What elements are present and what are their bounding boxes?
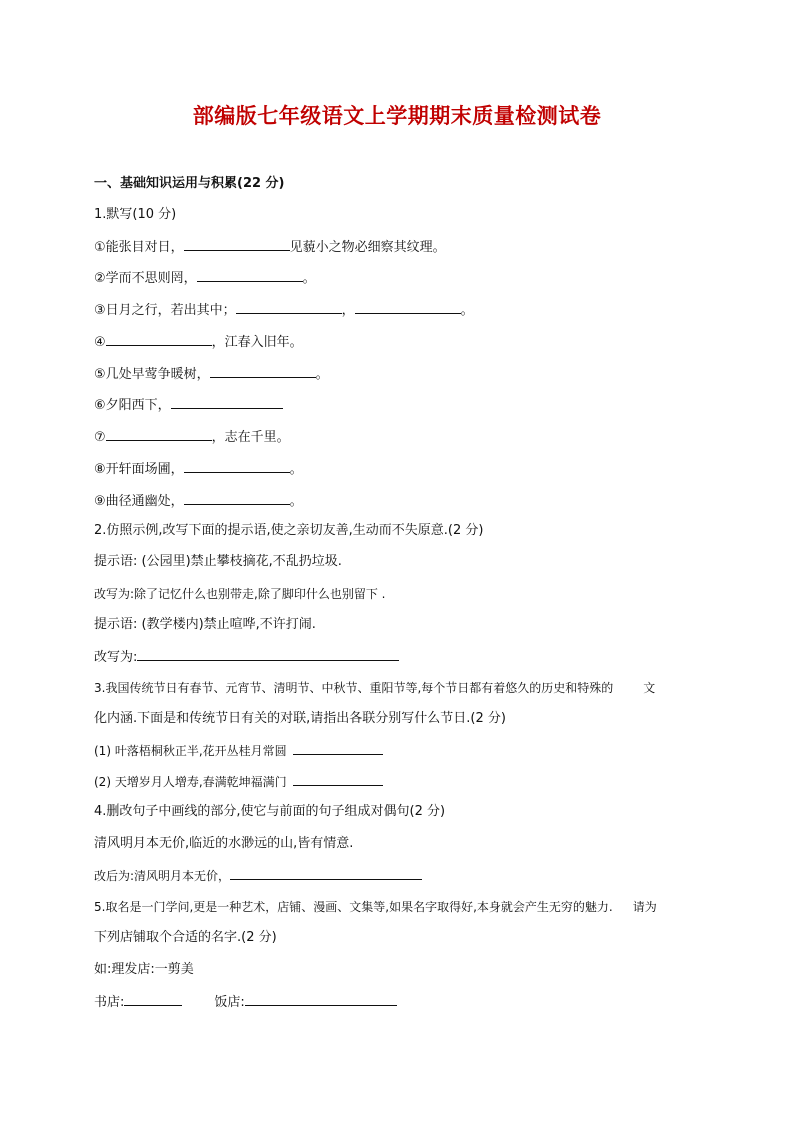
section-heading: 一、基础知识运用与积累(22 分) bbox=[94, 176, 285, 191]
q1-item-5 bbox=[94, 365, 329, 383]
q1-item-1 bbox=[94, 238, 446, 256]
q1-item-8 bbox=[94, 460, 303, 478]
q3-item-1 bbox=[94, 742, 383, 759]
restaurant-blank[interactable] bbox=[245, 993, 397, 1006]
question-4-label: 4.删改句子中画线的部分,使它与前面的句子组成对偶句(2 分) bbox=[94, 804, 446, 819]
q1-item-2-text: ②学而不思则罔， bbox=[94, 271, 197, 286]
q1-item-4-text-end: ，江春入旧年。 bbox=[211, 335, 303, 350]
q1-item-7 bbox=[94, 428, 290, 446]
question-1-label: 1.默写(10 分) bbox=[94, 207, 177, 222]
question-5-line2: 下列店铺取个合适的名字.(2 分) bbox=[94, 930, 277, 945]
q2-rewrite-label: 改写为: bbox=[94, 650, 138, 665]
answer-blank[interactable] bbox=[106, 333, 212, 346]
q3-text-end: 文 bbox=[643, 681, 656, 695]
q1-item-8-text-end: 。 bbox=[289, 462, 303, 477]
q3-couplet-1: (1) 叶落梧桐秋正半,花开丛桂月常圆 bbox=[94, 744, 287, 758]
q1-item-5-text-end: 。 bbox=[315, 367, 329, 382]
q1-item-8-text: ⑧开轩面场圃， bbox=[94, 462, 184, 477]
question-3-line1 bbox=[94, 680, 655, 696]
q5-answers bbox=[94, 993, 397, 1011]
q1-item-3 bbox=[94, 301, 474, 319]
q1-item-9-text-end: 。 bbox=[289, 494, 303, 509]
bookstore-label: 书店: bbox=[94, 995, 125, 1010]
question-2-label: 2.仿照示例,改写下面的提示语,使之亲切友善,生动而不失原意.(2 分) bbox=[94, 523, 484, 538]
q1-item-6-text: ⑥夕阳西下， bbox=[94, 398, 171, 413]
q3-text: 3.我国传统节日有春节、元宵节、清明节、中秋节、重阳节等,每个节日都有着悠久的历史和特殊的 bbox=[94, 681, 614, 695]
q1-item-4 bbox=[94, 333, 303, 351]
q3-couplet-2: (2) 天增岁月人增寿,春满乾坤福满门 bbox=[94, 775, 287, 789]
answer-blank[interactable] bbox=[137, 648, 399, 661]
q5-example: 如:理发店:一剪美 bbox=[94, 962, 194, 977]
q1-item-3-text-end: 。 bbox=[460, 303, 474, 318]
answer-blank[interactable] bbox=[184, 238, 290, 251]
page-title: 部编版七年级语文上学期期末质量检测试卷 bbox=[192, 104, 602, 128]
q1-item-5-text: ⑤几处早莺争暖树， bbox=[94, 367, 210, 382]
q1-item-6 bbox=[94, 396, 283, 414]
answer-blank[interactable] bbox=[293, 742, 383, 755]
q1-item-7-text: ⑦ bbox=[94, 430, 106, 445]
q4-sentence: 清风明月本无价,临近的水渺远的山,皆有情意. bbox=[94, 836, 354, 851]
answer-blank[interactable] bbox=[184, 492, 290, 505]
q4-rewrite-label: 改后为:清风明月本无价， bbox=[94, 869, 231, 883]
q1-item-2 bbox=[94, 269, 316, 287]
q2-example-rewrite: 改写为:除了记忆什么也别带走,除了脚印什么也别留下 . bbox=[94, 587, 386, 601]
q1-item-3-text: ③日月之行，若出其中； bbox=[94, 303, 236, 318]
restaurant-label: 饭店: bbox=[214, 995, 245, 1010]
q4-rewrite bbox=[94, 867, 422, 884]
question-5-line1 bbox=[94, 899, 657, 915]
answer-blank[interactable] bbox=[210, 365, 316, 378]
answer-blank[interactable] bbox=[171, 396, 283, 409]
q3-item-2 bbox=[94, 773, 383, 790]
answer-blank[interactable] bbox=[197, 269, 303, 282]
answer-blank[interactable] bbox=[106, 428, 212, 441]
answer-blank[interactable] bbox=[184, 460, 290, 473]
q1-item-2-text-end: 。 bbox=[302, 271, 316, 286]
q1-item-1-text: ①能张目对日， bbox=[94, 240, 184, 255]
question-3-line2: 化内涵.下面是和传统节日有关的对联,请指出各联分别写什么节日.(2 分) bbox=[94, 711, 506, 726]
q1-item-4-text: ④ bbox=[94, 335, 106, 350]
q2-task-rewrite bbox=[94, 648, 399, 666]
q1-item-3-comma: ， bbox=[341, 303, 355, 318]
answer-blank[interactable] bbox=[355, 301, 461, 314]
q1-item-7-text-end: ，志在千里。 bbox=[211, 430, 290, 445]
q1-item-9-text: ⑨曲径通幽处， bbox=[94, 494, 184, 509]
q1-item-9 bbox=[94, 492, 303, 510]
q1-item-1-text-end: 见藐小之物必细察其纹理。 bbox=[289, 240, 446, 255]
answer-blank[interactable] bbox=[230, 867, 422, 880]
bookstore-blank[interactable] bbox=[124, 993, 182, 1006]
q2-task-prompt: 提示语: (教学楼内)禁止喧哗,不许打闹. bbox=[94, 617, 316, 632]
answer-blank[interactable] bbox=[293, 773, 383, 786]
q5-text: 5.取名是一门学问,更是一种艺术，店铺、漫画、文集等,如果名字取得好,本身就会产生无穷的魅力. bbox=[94, 900, 613, 914]
q2-example-prompt: 提示语: (公园里)禁止攀枝摘花,不乱扔垃圾. bbox=[94, 554, 342, 569]
answer-blank[interactable] bbox=[236, 301, 342, 314]
q5-text-end: 请为 bbox=[632, 900, 657, 914]
